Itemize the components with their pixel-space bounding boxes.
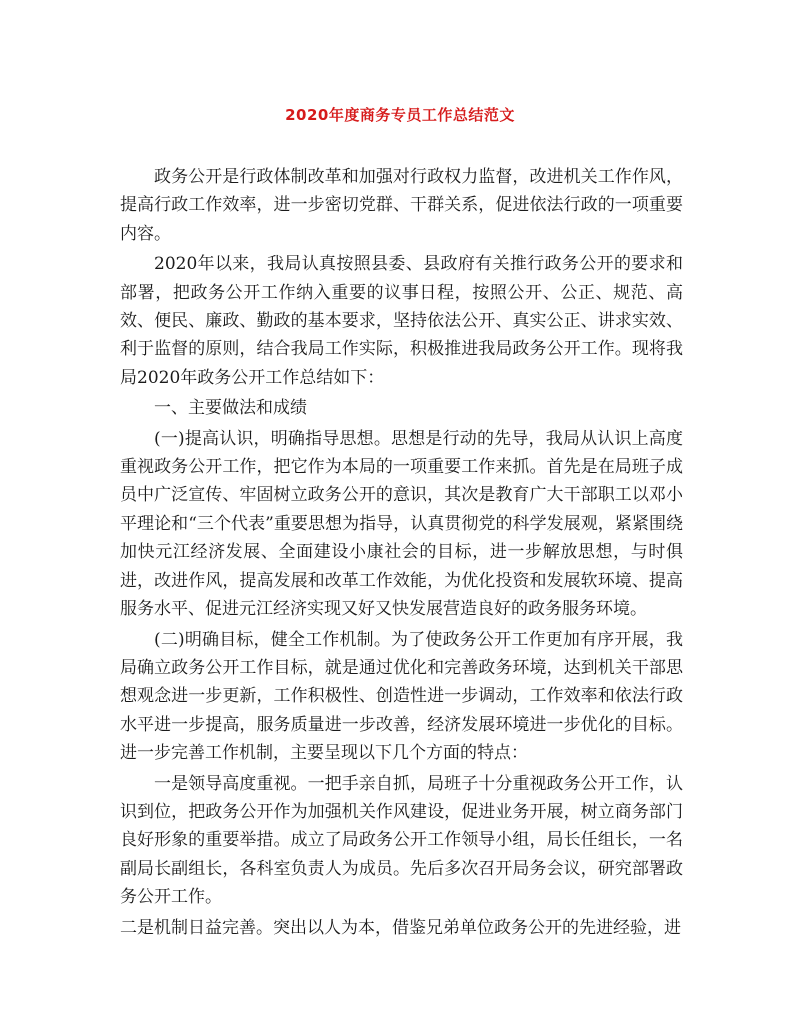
paragraph-item-1: (一)提高认识，明确指导思想。思想是行动的先导，我局从认识上高度重视政务公开工作，把它作为本局的一项重要工作来抓。首先是在局班子成员中广泛宣传、牢固树立政务公开的意识，其次是教育广大干部职工以邓小平理论和“三个代表”重要思想为指导，认真贯彻党的科学发展观，紧紧围绕加快元江经济发展、全面建设小康社会的目标，进一步解放思想，与时俱进，改进作风，提高发展和改革工作效能，为优化投资和发展软环境、提高服务水平、促进元江经济实现又好又快发展营造良好的政务服务环境。 <box>120 428 683 620</box>
section-heading-main-practices: 一、主要做法和成绩 <box>154 398 307 419</box>
paragraph-overview: 2020年以来，我局认真按照县委、县政府有关推行政务公开的要求和部署，把政务公开工作纳入重要的议事日程，按照公开、公正、规范、高效、便民、廉政、勤政的基本要求，坚持依法公开、真实公正、讲求实效、利于监督的原则，结合我局工作实际，积极推进我局政务公开工作。现将我局2020年政务公开工作总结如下： <box>120 254 683 388</box>
paragraph-item-2: (二)明确目标，健全工作机制。为了使政务公开工作更加有序开展，我局确立政务公开工作目标，就是通过优化和完善政务环境，达到机关干部思想观念进一步更新，工作积极性、创造性进一步调动，工作效率和依法行政水平进一步提高，服务质量进一步改善，经济发展环境进一步优化的目标。进一步完善工作机制，主要呈现以下几个方面的特点： <box>120 629 683 764</box>
document-body <box>120 163 683 944</box>
document-title: 2020年度商务专员工作总结范文 <box>285 106 515 124</box>
paragraph-intro: 政务公开是行政体制改革和加强对行政权力监督，改进机关工作作风，提高行政工作效率，进一步密切党群、干群关系，促进依法行政的一项重要内容。 <box>120 167 683 244</box>
paragraph-point-2: 二是机制日益完善。突出以人为本，借鉴兄弟单位政务公开的先进经验，进 <box>120 917 681 938</box>
paragraph-point-1: 一是领导高度重视。一把手亲自抓，局班子十分重视政务公开工作，认识到位，把政务公开作为加强机关作风建设，促进业务开展，树立商务部门良好形象的重要举措。成立了局政务公开工作领导小组，局长任组长，一名副局长副组长，各科室负责人为成员。先后多次召开局务会议，研究部署政务公开工作。 <box>120 773 683 908</box>
